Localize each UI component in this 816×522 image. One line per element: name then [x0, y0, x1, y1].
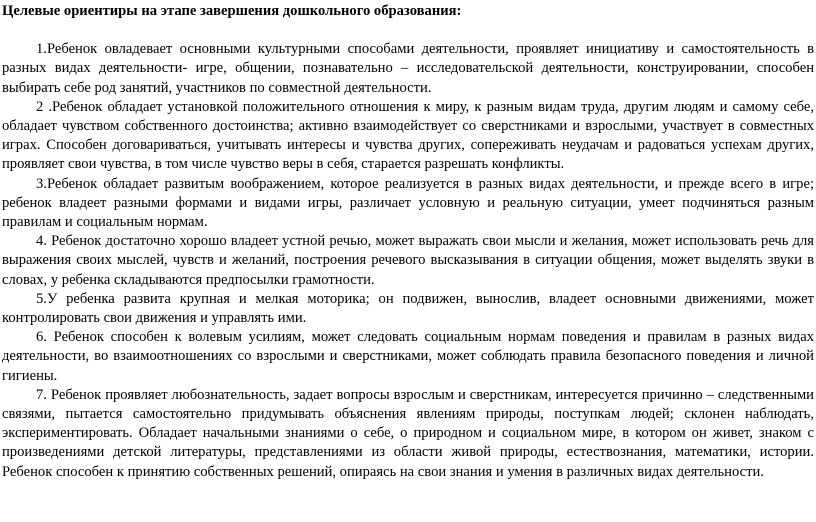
paragraph-3: 3.Ребенок обладает развитым воображением, которое реализуется в разных видах деятельности, и прежде всего в игре; ребенок владеет разными формами и видами игры, различает условную и реальную ситуации, умеет подчиняться разным правилам и социальным нормам. — [2, 175, 814, 231]
paragraph-4: 4. Ребенок достаточно хорошо владеет устной речью, может выражать свои мысли и желания, может использовать речь для выражения своих мыслей, чувств и желаний, построения речевого высказывания в ситуации общения, может выделять звуки в словах, у ребенка складываются предпосылки грамотности. — [2, 233, 814, 288]
paragraph-2: 2 .Ребенок обладает установкой положительного отношения к миру, к разным видам труда, другим людям и самому себе, обладает чувством собственного достоинства; активно взаимодействует со сверстниками и взрослыми, участвует в совместных играх. Способен договариваться, учитывать интересы и чувства других, сопереживать неудачам и радоваться успехам других, проявляет свои чувства, в том числе чувство веры в себя, старается разрешать конфликты. — [2, 98, 814, 173]
paragraph-1: 1.Ребенок овладевает основными культурными способами деятельности, проявляет инициативу и самостоятельность в разных видах деятельности- игре, общении, познавательно – исследовательской деятельности, конструировании, способен выбирать себе род занятий, участников по совместной деятельности. — [2, 41, 814, 96]
paragraph-6: 6. Ребенок способен к волевым усилиям, может следовать социальным нормам поведения и правилам в разных видах деятельности, во взаимоотношениях со взрослыми и сверстниками, может соблюдать правила безопасного поведения и личной гигиены. — [2, 329, 814, 384]
blank-line — [2, 21, 814, 40]
paragraph-5: 5.У ребенка развита крупная и мелкая моторика; он подвижен, вынослив, владеет основными движениями, может контролировать свои движения и управлять ими. — [2, 290, 814, 327]
document-title: Целевые ориентиры на этапе завершения дошкольного образования: — [2, 3, 462, 19]
paragraph-7: 7. Ребенок проявляет любознательность, задает вопросы взрослым и сверстникам, интересуется причинно – следственными связями, пытается самостоятельно придумывать объяснения явлениям природы, поступкам людей; склонен наблюдать, экспериментировать. Обладает начальными знаниями о себе, о природном и социальном мире, в котором он живет, знаком с произведениями детской литературы, представлениями из области живой природы, естествознания, математики, истории. Ребенок способен к принятию собственных решений, опираясь на свои знания и умения в различных видах деятельности. — [2, 386, 814, 480]
